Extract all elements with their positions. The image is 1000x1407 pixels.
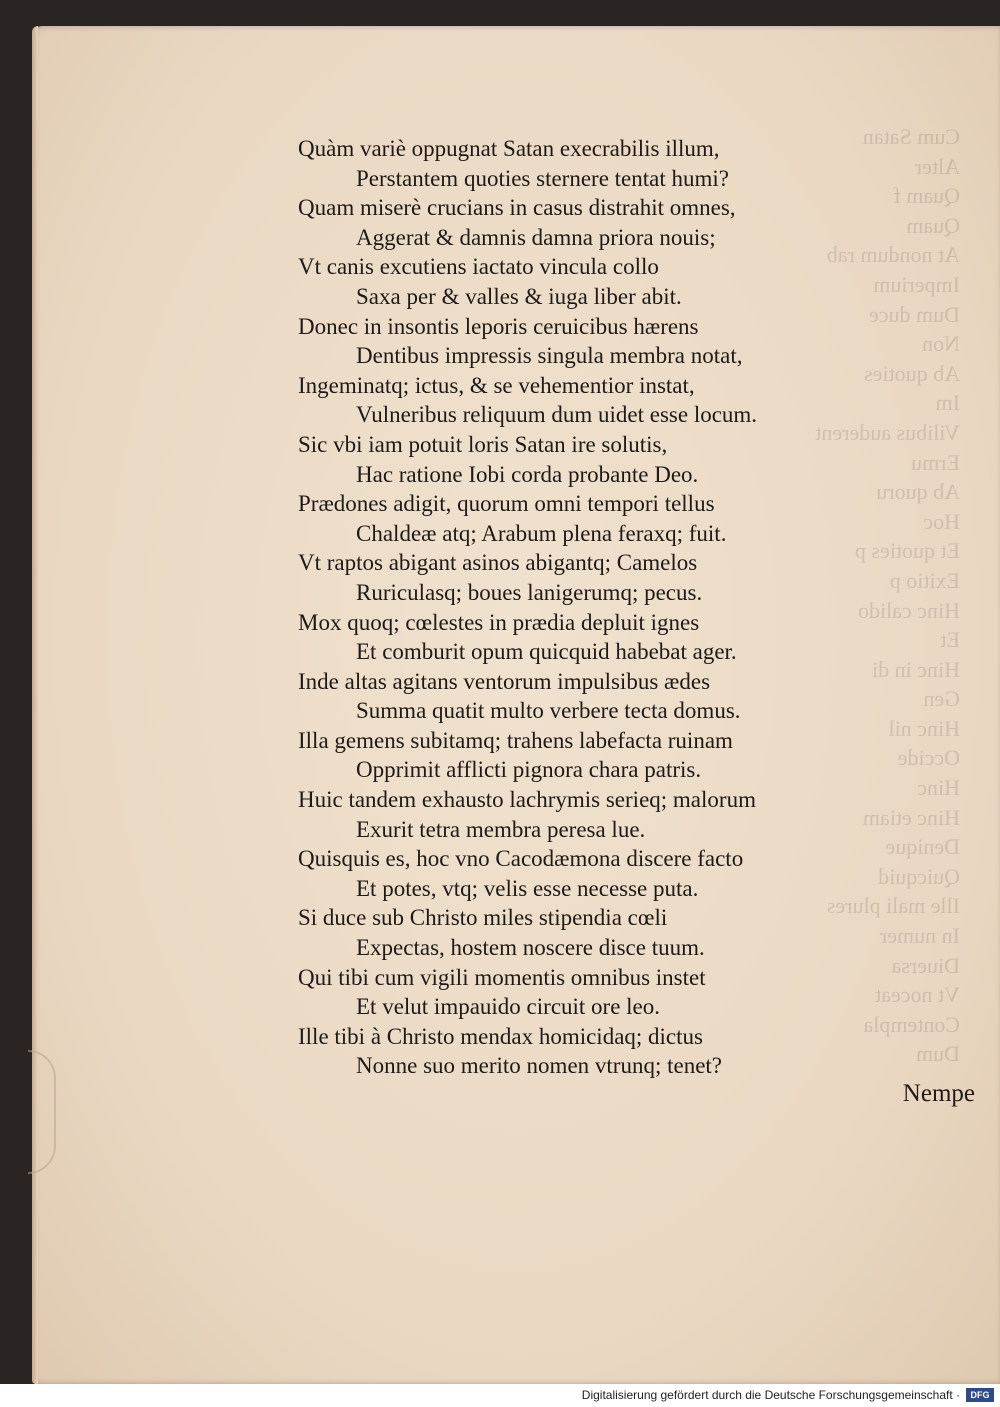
show-through-line: Et <box>940 627 960 653</box>
poem-line: Ille tibi à Christo mendax homicidaq; dictus <box>298 1023 703 1049</box>
poem-line: Hac ratione Iobi corda probante Deo. <box>356 461 699 487</box>
poem-line: Vt raptos abigant asinos abigantq; Camelos <box>298 550 698 576</box>
poem-line: Saxa per & valles & iuga liber abit. <box>356 283 682 309</box>
show-through-line: Ab quoru <box>876 479 960 505</box>
show-through-line: Alter <box>914 153 960 179</box>
poem-line: Prædones adigit, quorum omni tempori tellus <box>298 491 715 517</box>
dfg-logo: DFG <box>966 1388 994 1402</box>
show-through-line: Hinc <box>917 775 960 801</box>
show-through-line: Hinc in di <box>872 656 960 682</box>
poem-line: Perstantem quoties sternere tentat humi? <box>356 165 729 191</box>
poem-line: Et velut impauido circuit ore leo. <box>356 994 661 1020</box>
poem-line: Summa quatit multo verbere tecta domus. <box>356 698 741 724</box>
poem-line: Exurit tetra membra peresa lue. <box>356 816 646 842</box>
show-through-line: In numer <box>879 923 960 949</box>
show-through-line: Imperium <box>873 271 960 297</box>
show-through-line: Hoc <box>923 508 960 534</box>
show-through-line: Ermu <box>911 449 960 475</box>
show-through-line: Dum <box>916 1041 960 1067</box>
show-through-line: Quicquid <box>878 863 960 889</box>
show-through-line: Et quoties p <box>854 538 960 564</box>
poem-line: Ruriculasq; boues lanigerumq; pecus. <box>356 579 703 605</box>
show-through-line: Hinc calido <box>857 597 960 623</box>
poem-line: Et potes, vtq; velis esse necesse puta. <box>356 875 699 901</box>
poem-line: Si duce sub Christo miles stipendia cœli <box>298 905 668 931</box>
show-through-line: At nondum rab <box>826 242 960 268</box>
poem-line: Ingeminatq; ictus, & se vehementior instat, <box>298 372 695 398</box>
poem-line: Expectas, hostem noscere disce tuum. <box>356 935 705 961</box>
poem-line: Et comburit opum quicquid habebat ager. <box>356 639 737 665</box>
poem-line: Opprimit afflicti pignora chara patris. <box>356 757 702 783</box>
poem-line: Inde altas agitans ventorum impulsibus ædes <box>298 668 711 694</box>
show-through-line: Non <box>922 331 960 357</box>
show-through-line: Ab quoties <box>864 360 960 386</box>
poem-line: Qui tibi cum vigili momentis omnibus instet <box>298 964 706 990</box>
show-through-line: Gen <box>923 686 960 712</box>
show-through-line: Vt noceat <box>875 982 960 1008</box>
show-through-line: Diuersa <box>891 952 960 978</box>
binding-clip-mark <box>28 1050 56 1174</box>
poem-line: Huic tandem exhausto lachrymis serieq; malorum <box>298 787 756 813</box>
footer-credit: Digitalisierung gefördert durch die Deutsche Forschungsgemeinschaft · <box>581 1388 960 1402</box>
poem-line: Nonne suo merito nomen vtrunq; tenet? <box>356 1053 723 1079</box>
poem-line: Quisquis es, hoc vno Cacodæmona discere facto <box>298 846 744 872</box>
show-through-line: Im <box>935 390 960 416</box>
show-through-line: Exitio p <box>889 567 960 593</box>
poem-line: Chaldeæ atq; Arabum plena feraxq; fuit. <box>356 520 727 546</box>
show-through-line: Quam f <box>893 183 960 209</box>
show-through-line: Vilibus auderent <box>815 419 960 445</box>
show-through-line: Dum duce <box>868 301 960 327</box>
poem-line: Quàm variè oppugnat Satan execrabilis illum, <box>298 136 720 161</box>
poem-line: Donec in insontis leporis ceruicibus hærens <box>298 313 699 339</box>
show-through-line: Ille mali plures <box>826 893 960 919</box>
poem-text <box>298 134 978 1081</box>
catchword: Nempe <box>902 1080 975 1107</box>
show-through-line: Occide <box>897 745 960 771</box>
poem-line: Illa gemens subitamq; trahens labefacta ruinam <box>298 727 733 753</box>
show-through-line: Hinc etiam <box>862 804 960 830</box>
show-through-line: Quam <box>906 212 960 238</box>
show-through-line: Cum Satan <box>862 124 960 149</box>
poem-line: Quam miserè crucians in casus distrahit omnes, <box>298 195 736 221</box>
show-through-line: Denique <box>885 834 960 860</box>
show-through-line: Contempla <box>863 1011 960 1037</box>
poem-line: Vt canis excutiens iactato vincula collo <box>298 254 659 280</box>
show-through-line: Hinc nil <box>888 715 960 741</box>
footer-bar <box>0 1384 1000 1407</box>
poem-line: Vulneribus reliquum dum uidet esse locum. <box>356 402 758 428</box>
poem-line: Mox quoq; cœlestes in prædia depluit ignes <box>298 609 700 635</box>
poem-line: Dentibus impressis singula membra notat, <box>356 343 743 369</box>
page-left-edge <box>32 26 38 1384</box>
poem-line: Aggerat & damnis damna priora nouis; <box>356 224 716 250</box>
poem-line: Sic vbi iam potuit loris Satan ire solutis, <box>298 431 668 457</box>
